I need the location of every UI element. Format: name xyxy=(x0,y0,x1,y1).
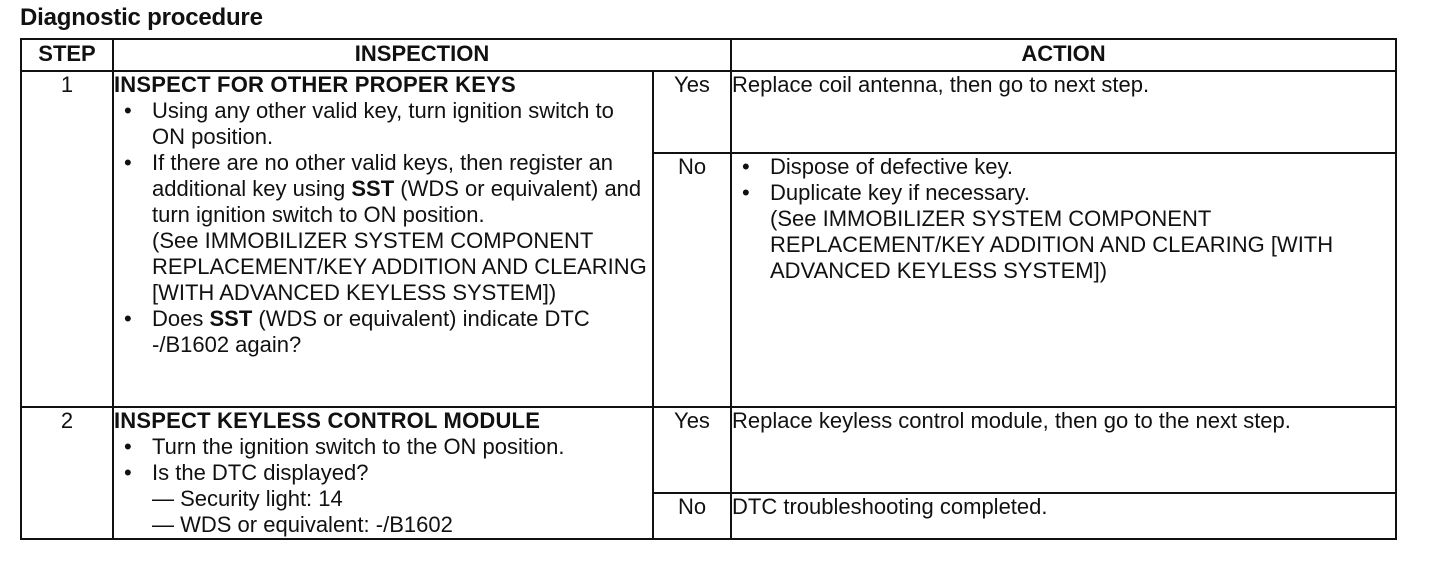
step-number: 2 xyxy=(21,407,113,539)
page-title: Diagnostic procedure xyxy=(20,4,263,31)
reference-text: (See IMMOBILIZER SYSTEM COMPONENT REPLACEMENT/KEY ADDITION AND CLEARING [WITH ADVANCED KEYLESS SYSTEM]) xyxy=(770,206,1334,283)
table-row xyxy=(21,71,1396,153)
header-inspection: INSPECTION xyxy=(113,39,731,71)
list-item: • Turn the ignition switch to the ON position. xyxy=(114,434,652,460)
no-action xyxy=(731,153,1396,407)
bullet-text: (WDS or equivalent) and turn ignition switch to ON position. xyxy=(152,176,642,227)
diagnostic-procedure-table xyxy=(20,38,1397,540)
bullet-text: Does xyxy=(152,306,210,331)
list-item xyxy=(114,306,652,358)
step-number: 1 xyxy=(21,71,113,407)
no-label: No xyxy=(653,493,731,539)
sst-term: SST xyxy=(351,176,395,201)
bullet-text: Duplicate key if necessary. xyxy=(770,180,1031,205)
dash-item: — Security light: 14 xyxy=(152,486,343,511)
yes-label: Yes xyxy=(653,407,731,493)
bullet-text: (WDS or equivalent) indicate DTC -/B1602 again? xyxy=(152,306,590,357)
list-item: • Dispose of defective key. xyxy=(732,154,1395,180)
inspection-title: INSPECT FOR OTHER PROPER KEYS xyxy=(114,72,516,97)
yes-label: Yes xyxy=(653,71,731,153)
list-item: • Using any other valid key, turn ignition switch to ON position. xyxy=(114,98,652,150)
inspection-bullets xyxy=(114,98,652,358)
list-item: • Is the DTC displayed? xyxy=(114,460,652,486)
list-item xyxy=(114,150,652,306)
yes-action: Replace keyless control module, then go to the next step. xyxy=(731,407,1396,493)
table-header-row xyxy=(21,39,1396,71)
reference-text: (See IMMOBILIZER SYSTEM COMPONENT REPLACEMENT/KEY ADDITION AND CLEARING [WITH ADVANCED KEYLESS SYSTEM]) xyxy=(152,228,647,305)
no-action: DTC troubleshooting completed. xyxy=(731,493,1396,539)
step-inspection xyxy=(113,71,653,407)
header-step: STEP xyxy=(21,39,113,71)
header-action: ACTION xyxy=(731,39,1396,71)
list-item xyxy=(732,180,1395,284)
yes-action: Replace coil antenna, then go to next step. xyxy=(731,71,1396,153)
table-row xyxy=(21,407,1396,493)
dash-item: — WDS or equivalent: -/B1602 xyxy=(152,512,453,537)
inspection-bullets xyxy=(114,434,652,486)
step-inspection xyxy=(113,407,653,539)
no-label: No xyxy=(653,153,731,407)
sst-term: SST xyxy=(209,306,253,331)
action-bullets xyxy=(732,154,1395,284)
inspection-title: INSPECT KEYLESS CONTROL MODULE xyxy=(114,408,541,433)
bullet-text: If there are no other valid keys, then register an additional key using xyxy=(152,150,614,201)
